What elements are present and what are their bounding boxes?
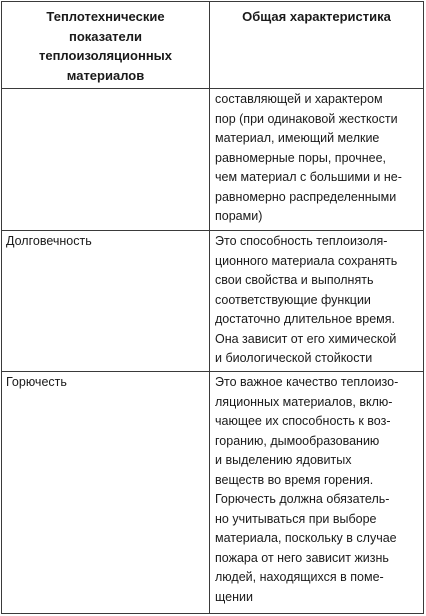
row-2-description <box>215 373 421 607</box>
row-2-name: Горючесть <box>6 375 67 389</box>
row-line: горанию, дымообразованию <box>215 433 380 448</box>
row-line: чающее их способность к воз- <box>215 414 391 428</box>
row-line: равномерно распределенными <box>215 189 397 204</box>
row-line: пор (при одинаковой жесткости <box>215 111 398 126</box>
row-divider <box>2 230 423 231</box>
row-line: Горючесть должна обязатель- <box>215 492 390 506</box>
header-col-characteristic <box>210 2 423 88</box>
row-line: материала, поскольку в случае <box>215 531 397 545</box>
header-divider <box>2 88 423 89</box>
row-line: порами) <box>215 209 263 223</box>
row-line: равномерные поры, прочнее, <box>215 150 387 165</box>
header-col1-line: материалов <box>66 67 145 83</box>
row-line: ляционных материалов, вклю- <box>215 394 393 409</box>
row-line: материал, имеющий мелкие <box>215 131 380 145</box>
row-line: ционного материала сохранять <box>215 253 398 268</box>
row-1-name: Долговечность <box>6 234 92 248</box>
row-line: и биологической стойкости <box>215 351 373 365</box>
row-line: составляющей и характером <box>215 92 383 106</box>
row-line: достаточно длительное время. <box>215 312 396 326</box>
header-col1-line: теплоизоляционных <box>38 48 173 63</box>
row-0-description <box>215 90 421 227</box>
header-col-indicators <box>2 2 209 88</box>
row-line: веществ во время горения. <box>215 472 374 487</box>
characteristics-table <box>1 1 424 614</box>
column-divider <box>209 2 210 613</box>
row-line: и выделению ядовитых <box>215 453 352 467</box>
row-divider <box>2 371 423 372</box>
row-line: чем материал с большими и не- <box>215 170 402 184</box>
header-col2-text: Общая характеристика <box>242 9 391 24</box>
row-line: Это важное качество теплоизо- <box>215 375 399 389</box>
row-line: свои свойства и выполнять <box>215 273 374 287</box>
row-line: людей, находящихся в поме- <box>215 570 384 584</box>
header-col1-line: показатели <box>68 28 143 44</box>
row-line: Это способность теплоизоля- <box>215 234 388 248</box>
row-line: Она зависит от его химической <box>215 331 397 346</box>
header-col1-line: Теплотехнические <box>46 9 165 24</box>
row-line: щении <box>215 589 253 604</box>
row-line: пожара от него зависит жизнь <box>215 550 389 565</box>
row-line: но учитываться при выборе <box>215 511 377 526</box>
row-1-description <box>215 232 421 369</box>
row-line: соответствующие функции <box>215 292 371 307</box>
